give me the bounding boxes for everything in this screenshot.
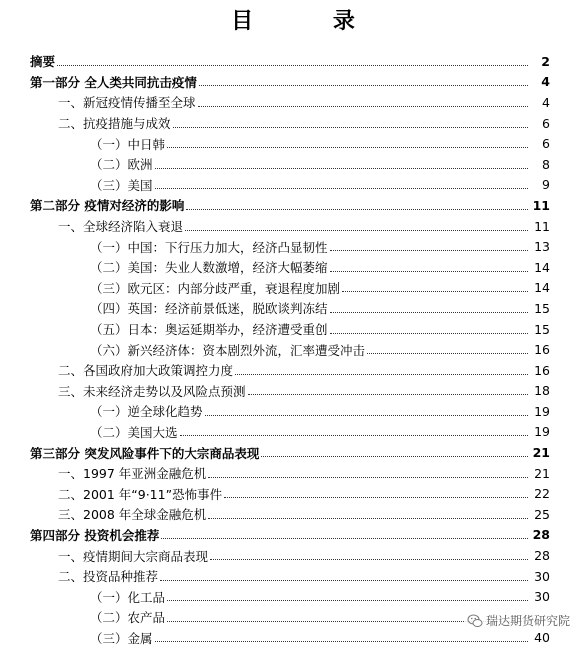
toc-entry[interactable] bbox=[0, 113, 586, 134]
dot-leader bbox=[180, 435, 528, 436]
toc-entry-text: （三）美国 bbox=[90, 177, 153, 193]
toc-entry[interactable] bbox=[0, 175, 586, 196]
toc-entry[interactable] bbox=[0, 566, 586, 587]
dot-leader bbox=[210, 559, 528, 560]
toc-entry-text: （一）化工品 bbox=[90, 589, 166, 605]
toc-entry-text: （二）农产品 bbox=[90, 610, 166, 626]
toc-entry[interactable] bbox=[0, 339, 586, 360]
toc-title: 目 录 bbox=[231, 8, 391, 34]
dot-leader bbox=[57, 65, 528, 66]
dot-leader bbox=[330, 271, 528, 272]
toc-entry-text: （六）新兴经济体：资本剧烈外流，汇率遭受冲击 bbox=[90, 342, 366, 358]
toc-page-number: 13 bbox=[534, 239, 550, 255]
toc-page-number: 22 bbox=[534, 486, 550, 502]
toc-entry[interactable] bbox=[0, 216, 586, 237]
toc-page-number: 11 bbox=[532, 197, 550, 213]
toc-entry[interactable] bbox=[0, 319, 586, 340]
dot-leader bbox=[155, 188, 528, 189]
dot-leader bbox=[248, 394, 528, 395]
toc-entry[interactable] bbox=[0, 545, 586, 566]
toc-entry[interactable] bbox=[0, 401, 586, 422]
toc-page-number: 16 bbox=[534, 342, 550, 358]
dot-leader bbox=[367, 353, 528, 354]
dot-leader bbox=[173, 127, 528, 128]
toc-page-number: 14 bbox=[534, 259, 550, 275]
toc-entry-text: （一）中日韩 bbox=[90, 136, 166, 152]
dot-leader bbox=[330, 312, 528, 313]
dot-leader bbox=[186, 209, 528, 210]
toc-entry-text: （三）欧元区：内部分歧严重，衰退程度加剧 bbox=[90, 280, 341, 296]
dot-leader bbox=[342, 291, 528, 292]
toc-entry[interactable] bbox=[0, 422, 586, 443]
toc-entry[interactable] bbox=[0, 483, 586, 504]
toc-entry[interactable] bbox=[0, 442, 586, 463]
toc-page-number: 4 bbox=[542, 94, 550, 110]
toc-entry-text: （二）美国：失业人数激增，经济大幅萎缩 bbox=[90, 260, 328, 276]
toc-entry-text: 二、2001 年“9·11”恐怖事件 bbox=[58, 486, 223, 502]
toc-entry-text: 第一部分 全人类共同抗击疫情 bbox=[30, 74, 197, 90]
dot-leader bbox=[167, 147, 528, 148]
toc-page-number: 28 bbox=[532, 527, 550, 543]
dot-leader bbox=[224, 497, 528, 498]
dot-leader bbox=[235, 374, 528, 375]
dot-leader bbox=[208, 477, 528, 478]
wechat-icon bbox=[467, 613, 483, 629]
toc-page-number: 16 bbox=[534, 362, 550, 378]
dot-leader bbox=[155, 641, 528, 642]
dot-leader bbox=[208, 518, 528, 519]
toc-entry[interactable] bbox=[0, 92, 586, 113]
toc-entry-text: 第四部分 投资机会推荐 bbox=[30, 527, 160, 543]
dot-leader bbox=[330, 333, 528, 334]
toc-entry[interactable] bbox=[0, 195, 586, 216]
toc-entry[interactable] bbox=[0, 154, 586, 175]
toc-entry-text: 一、疫情期间大宗商品表现 bbox=[58, 548, 209, 564]
toc-entry-text: 第二部分 疫情对经济的影响 bbox=[30, 198, 185, 214]
toc-entry[interactable] bbox=[0, 278, 586, 299]
toc-page-number: 18 bbox=[534, 383, 550, 399]
toc-page-number: 15 bbox=[534, 321, 550, 337]
toc-entry-text: 三、未来经济走势以及风险点预测 bbox=[58, 383, 246, 399]
toc-page-number: 30 bbox=[534, 589, 550, 605]
toc-entry[interactable] bbox=[0, 257, 586, 278]
toc-entry[interactable] bbox=[0, 236, 586, 257]
toc-page-number: 19 bbox=[534, 424, 550, 440]
toc-entry[interactable] bbox=[0, 525, 586, 546]
toc-entry[interactable] bbox=[0, 463, 586, 484]
toc-entry-text: （五）日本：奥运延期举办，经济遭受重创 bbox=[90, 322, 328, 338]
toc-page-number: 30 bbox=[534, 568, 550, 584]
toc-page-number: 21 bbox=[532, 445, 550, 461]
toc-entry-text: 二、抗疫措施与成效 bbox=[58, 116, 171, 132]
dot-leader bbox=[330, 250, 528, 251]
watermark-text: 瑞达期货研究院 bbox=[485, 614, 570, 628]
toc-entry[interactable] bbox=[0, 360, 586, 381]
dot-leader bbox=[205, 415, 528, 416]
toc-entry[interactable] bbox=[0, 51, 586, 72]
toc-entry[interactable] bbox=[0, 298, 586, 319]
toc-entry-text: 一、1997 年亚洲金融危机 bbox=[58, 466, 207, 482]
toc-entry-text: （二）美国大选 bbox=[90, 424, 178, 440]
dot-leader bbox=[199, 85, 528, 86]
table-of-contents bbox=[0, 51, 586, 648]
toc-page-number: 8 bbox=[542, 156, 550, 172]
toc-entry-text: 二、投资品种推荐 bbox=[58, 569, 159, 585]
toc-entry[interactable] bbox=[0, 628, 586, 648]
dot-leader bbox=[185, 230, 528, 231]
dot-leader bbox=[160, 580, 528, 581]
toc-entry-text: 二、各国政府加大政策调控力度 bbox=[58, 363, 234, 379]
toc-entry-text: （四）英国：经济前景低迷，脱欧谈判冻结 bbox=[90, 301, 328, 317]
toc-page-number: 2 bbox=[541, 53, 550, 69]
toc-page-number: 15 bbox=[534, 300, 550, 316]
toc-entry[interactable] bbox=[0, 133, 586, 154]
toc-entry-text: （一）中国：下行压力加大，经济凸显韧性 bbox=[90, 239, 328, 255]
toc-page-number: 6 bbox=[542, 136, 550, 152]
dot-leader bbox=[161, 538, 528, 539]
dot-leader bbox=[167, 600, 528, 601]
watermark bbox=[465, 612, 572, 629]
toc-entry-text: 一、新冠疫情传播至全球 bbox=[58, 95, 196, 111]
toc-page-number: 14 bbox=[534, 280, 550, 296]
dot-leader bbox=[198, 106, 528, 107]
toc-entry-text: （三）金属 bbox=[90, 630, 153, 646]
toc-page-number: 40 bbox=[534, 630, 550, 646]
toc-page-number: 25 bbox=[534, 506, 550, 522]
toc-entry-text: 第三部分 突发风险事件下的大宗商品表现 bbox=[30, 445, 260, 461]
dot-leader bbox=[155, 168, 528, 169]
toc-entry[interactable] bbox=[0, 586, 586, 607]
toc-page-number: 6 bbox=[542, 115, 550, 131]
toc-page-number: 21 bbox=[534, 465, 550, 481]
toc-entry-text: 三、2008 年全球金融危机 bbox=[58, 507, 207, 523]
toc-page-number: 11 bbox=[534, 218, 550, 234]
toc-page-number: 9 bbox=[542, 177, 550, 193]
dot-leader bbox=[261, 456, 528, 457]
toc-page-number: 28 bbox=[534, 548, 550, 564]
toc-entry[interactable] bbox=[0, 504, 586, 525]
toc-entry-text: 一、全球经济陷入衰退 bbox=[58, 219, 184, 235]
toc-entry-text: （一）逆全球化趋势 bbox=[90, 404, 203, 420]
toc-entry-text: 摘要 bbox=[30, 54, 56, 70]
toc-entry[interactable] bbox=[0, 72, 586, 93]
toc-entry-text: （二）欧洲 bbox=[90, 157, 153, 173]
toc-page-number: 19 bbox=[534, 403, 550, 419]
toc-entry[interactable] bbox=[0, 381, 586, 402]
toc-page-number: 4 bbox=[541, 74, 550, 90]
